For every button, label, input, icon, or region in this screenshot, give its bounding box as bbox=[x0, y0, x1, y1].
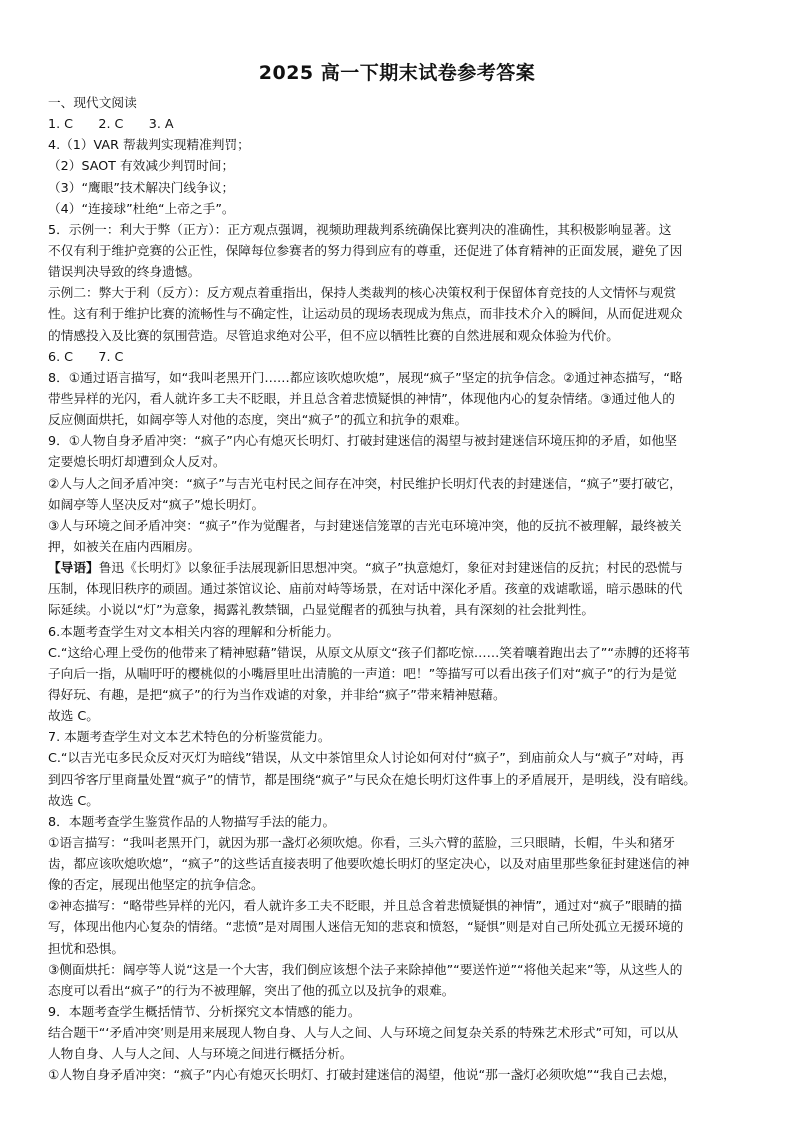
text-line: 性。这有利于维护比赛的流畅性与不确定性，让运动员的现场表现成为焦点，而非技术介入的瞬间，从而促进观众 bbox=[48, 306, 683, 322]
text-line: 示例二：弊大于利（反方）：反方观点着重指出，保持人类裁判的核心决策权利于保留体育竞技的人文情怀与观赏 bbox=[48, 285, 677, 301]
text-line: 故选 C。 bbox=[48, 708, 99, 724]
text-line: ①语言描写：“我叫老黑开门，就因为那一盏灯必须吹熄。你看，三头六臂的蓝脸，三只眼睛，长帽，牛头和猪牙 bbox=[48, 834, 675, 850]
text-line: ③人与环境之间矛盾冲突：“疯子”作为觉醒者，与封建迷信笼罩的吉光屯环境冲突，他的反抗不被理解，最终被关 bbox=[48, 517, 682, 533]
text-line: 态度可以看出“疯子”的行为不被理解，突出了他的孤立以及抗争的艰难。 bbox=[48, 982, 455, 998]
answer-content bbox=[48, 92, 748, 1086]
text-line: 压制，体现旧秩序的顽固。通过茶馆议论、庙前对峙等场景，在对话中深化矛盾。孩童的戏谑歌谣，暗示愚昧的代 bbox=[48, 581, 683, 597]
text-line: 写，体现出他内心复杂的情绪。“悲愤”是对周围人迷信无知的悲哀和愤怒，“疑惧”则是对自己所处孤立无援环境的 bbox=[48, 919, 684, 935]
text-line: ①人物自身矛盾冲突：“疯子”内心有熄灭长明灯、打破封建迷信的渴望，他说“那一盏灯必须吹熄”“我自己去熄， bbox=[48, 1067, 676, 1083]
text-line: 际延续。小说以“灯”为意象，揭露礼教禁锢，凸显觉醒者的孤独与执着，具有深刻的社会批判性。 bbox=[48, 602, 595, 618]
text-line: 9．①人物自身矛盾冲突：“疯子”内心有熄灭长明灯、打破封建迷信的渴望与被封建迷信环境压抑的矛盾，如他坚 bbox=[48, 433, 677, 449]
text-line: 9．本题考查学生概括情节、分析探究文本情感的能力。 bbox=[48, 1004, 361, 1020]
text-line: 一、现代文阅读 bbox=[48, 95, 137, 110]
text-line: 【导语】鲁迅《长明灯》以象征手法展现新旧思想冲突。“疯子”执意熄灯，象征对封建迷信的反抗；村民的恐慌与 bbox=[48, 560, 683, 576]
text-line: 到四爷客厅里商量处置“疯子”的情节，都是围绕“疯子”与民众在熄长明灯这件事上的矛盾展开，是明线，没有暗线。 bbox=[48, 771, 696, 787]
text-line: 8．①通过语言描写，如“我叫老黑开门……都应该吹熄吹熄”，展现“疯子”坚定的抗争信念。②通过神态描写，“略 bbox=[48, 369, 683, 385]
text-line: 6.本题考查学生对文本相关内容的理解和分析能力。 bbox=[48, 623, 340, 639]
text-line: C.“这给心理上受伤的他带来了精神慰藉”错误，从原文从原文“孩子们都吃惊……笑着嚷着跑出去了”“赤膊的还将苇 bbox=[48, 644, 691, 660]
text-line: 反应侧面烘托，如阔亭等人对他的态度，突出“疯子”的孤立和抗争的艰难。 bbox=[48, 412, 468, 428]
text-line: ③侧面烘托：阔亭等人说“这是一个大害，我们倒应该想个法子来除掉他”“要送忤逆”“将他关起来”等，从这些人的 bbox=[48, 961, 683, 977]
text-line: 错误判决导致的终身遗憾。 bbox=[48, 264, 201, 280]
text-line: 押，如被关在庙内西厢房。 bbox=[48, 538, 201, 554]
text-line: 像的否定，展现出他坚定的抗争信念。 bbox=[48, 877, 264, 893]
text-line: （4）“连接球”杜绝“上帝之手”。 bbox=[48, 200, 235, 216]
text-line: 的情感投入及比赛的氛围营造。尽管追求绝对公平，但不应以牺牲比赛的自然进展和观众体验为代价。 bbox=[48, 327, 619, 343]
text-line: ②神态描写：“略带些异样的光闪，看人就许多工夫不眨眼，并且总含着悲愤疑惧的神情”，通过对“疯子”眼睛的描 bbox=[48, 898, 682, 914]
text-line: 6. C 7. C bbox=[48, 348, 124, 364]
text-line: 人物自身、人与人之间、人与环境之间进行概括分析。 bbox=[48, 1046, 353, 1062]
text-line: ②人与人之间矛盾冲突：“疯子”与吉光屯村民之间存在冲突，村民维护长明灯代表的封建迷信，“疯子”要打破它， bbox=[48, 475, 682, 491]
text-line: 7. 本题考查学生对文本艺术特色的分析鉴赏能力。 bbox=[48, 729, 331, 745]
text-line: （3）“鹰眼”技术解决门线争议； bbox=[48, 179, 235, 195]
text-line: 4.（1）VAR 帮裁判实现精准判罚； bbox=[48, 137, 250, 153]
text-line: 5．示例一：利大于弊（正方）：正方观点强调，视频助理裁判系统确保比赛判决的准确性，其积极影响显著。这 bbox=[48, 221, 672, 237]
text-line: 定要熄长明灯却遭到众人反对。 bbox=[48, 454, 226, 470]
text-line: 子向后一指，从喘吁吁的樱桃似的小嘴唇里吐出清脆的一声道：吧！”等描写可以看出孩子们对“疯子”的行为是觉 bbox=[48, 665, 677, 681]
text-line: （2）SAOT 有效减少判罚时间； bbox=[48, 158, 235, 174]
text-line: 担忧和恐惧。 bbox=[48, 940, 125, 956]
lead-marker: 【导语】 bbox=[48, 560, 99, 576]
text-line: 不仅有利于维护竞赛的公正性，保障每位参赛者的努力得到应有的尊重，还促进了体育精神的正面发展，避免了因 bbox=[48, 242, 683, 258]
text-line: 结合题干“‘矛盾冲突’则是用来展现人物自身、人与人之间、人与环境之间复杂关系的特殊艺术形式”可知，可以从 bbox=[48, 1025, 679, 1041]
text-line: 带些异样的光闪，看人就许多工夫不眨眼，并且总含着悲愤疑惧的神情”，体现他内心的复杂情绪。③通过他人的 bbox=[48, 390, 675, 406]
text-line: C.“以吉光屯多民众反对灭灯为暗线”错误，从文中茶馆里众人讨论如何对付“疯子”，到庙前众人与“疯子”对峙，再 bbox=[48, 750, 684, 766]
text-line: 齿，都应该吹熄吹熄”，“疯子”的这些话直接表明了他要吹熄长明灯的坚定决心，以及对庙里那些象征封建迷信的神 bbox=[48, 856, 690, 872]
text-line: 得好玩、有趣，是把“疯子”的行为当作戏谑的对象，并非给“疯子”带来精神慰藉。 bbox=[48, 686, 506, 702]
text-line: 1. C 2. C 3. A bbox=[48, 116, 174, 132]
text-line: 如阔亭等人坚决反对“疯子”熄长明灯。 bbox=[48, 496, 265, 512]
text-line: 8．本题考查学生鉴赏作品的人物描写手法的能力。 bbox=[48, 813, 336, 829]
text-line: 故选 C。 bbox=[48, 792, 99, 808]
page-title: 2025 高一下期末试卷参考答案 bbox=[258, 62, 536, 84]
